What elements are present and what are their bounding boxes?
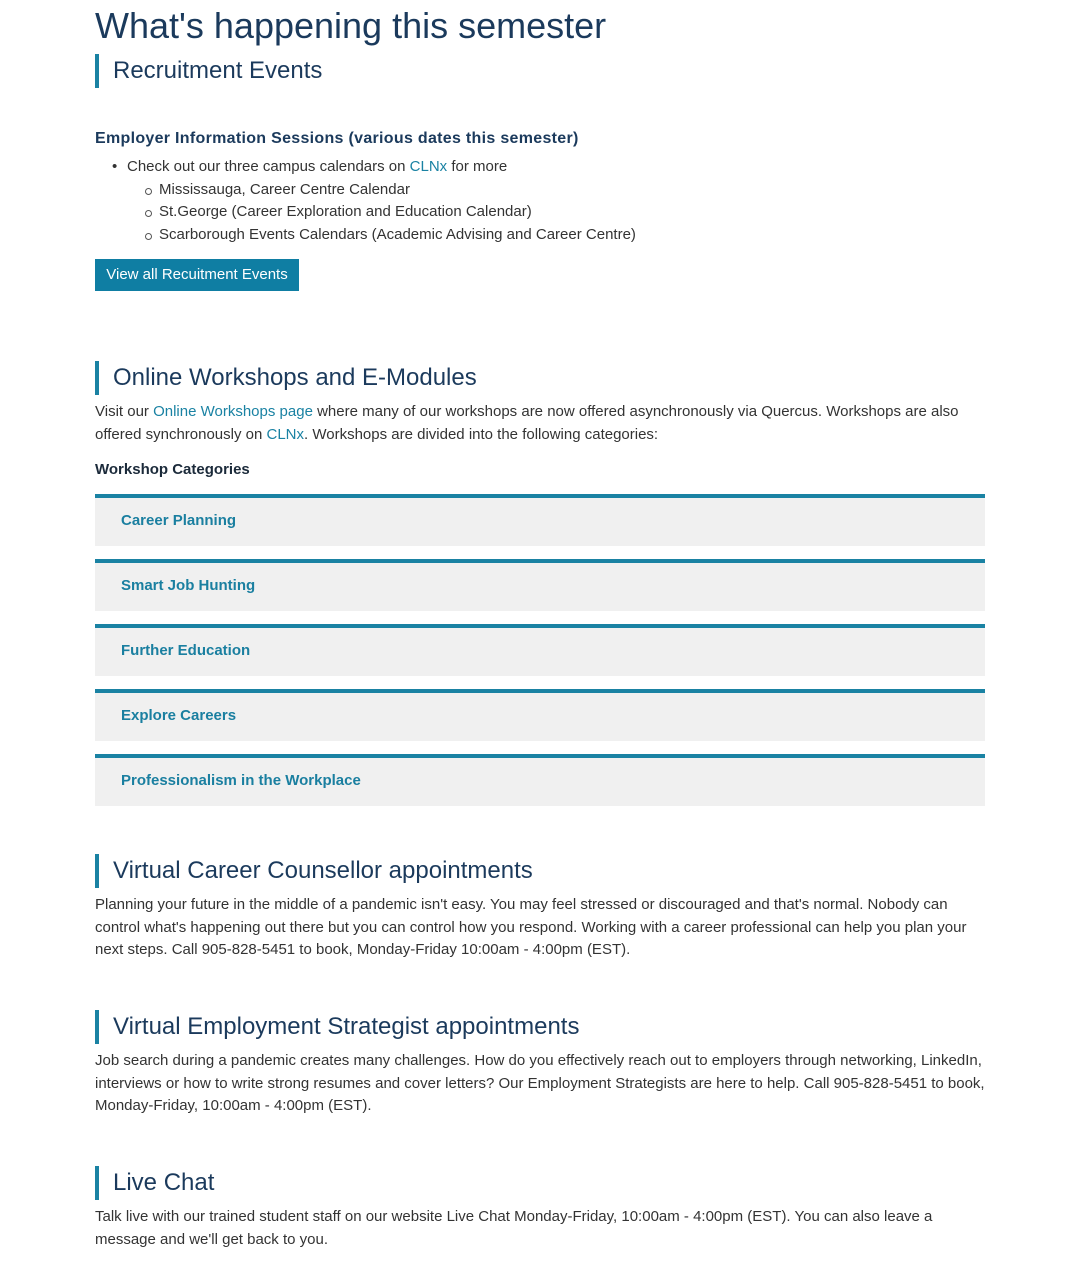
info-sessions-title: Employer Information Sessions (various dates this semester) (95, 130, 579, 147)
calendar-st-george: St.George (Career Exploration and Education Calendar) (127, 201, 636, 224)
strategist-heading: Virtual Employment Strategist appointments (95, 1010, 579, 1044)
recruitment-heading: Recruitment Events (95, 54, 322, 88)
accordion-professionalism[interactable]: Professionalism in the Workplace (95, 754, 985, 806)
clnx-workshops-link[interactable]: CLNx (266, 425, 305, 443)
counsellor-heading: Virtual Career Counsellor appointments (95, 854, 533, 888)
view-recruitment-events-button[interactable]: View all Recuitment Events (95, 259, 299, 291)
accordion-explore-careers[interactable]: Explore Careers (95, 689, 985, 741)
accordion-smart-job-hunting[interactable]: Smart Job Hunting (95, 559, 985, 611)
accordion-career-planning[interactable]: Career Planning (95, 494, 985, 546)
workshops-heading: Online Workshops and E-Modules (95, 361, 477, 395)
campus-calendars (127, 179, 636, 247)
workshop-categories-title: Workshop Categories (95, 461, 250, 478)
livechat-text: Talk live with our trained student staff on our website Live Chat Monday-Friday, 10:00am - 4:00pm (EST). You can also leave a message and we'll get back to you. (95, 1208, 933, 1248)
page-title: What's happening this semester (95, 5, 607, 46)
calendar-scarborough: Scarborough Events Calendars (Academic Advising and Career Centre) (127, 224, 636, 247)
online-workshops-link[interactable]: Online Workshops page (153, 403, 313, 420)
clnx-link[interactable]: CLNx (409, 158, 448, 175)
counsellor-text: Planning your future in the middle of a pandemic isn't easy. You may feel stressed or discouraged and that's normal. Nobody can control what's happening out there but you can control how you respond. Working with a career professional can help you plan your next steps. Call 905-828-5451 to book, Monday-Friday 10:00am - 4:00pm (EST). (95, 896, 967, 958)
calendar-mississauga: Mississauga, Career Centre Calendar (127, 179, 636, 202)
list-item: • Check out our three campus calendars on CLNx for more Mississauga, Career Centre Calendar St.George (Career Exploration and Education Calendar) Scarborough Events Calendars (Academic Advising and Career Centre) (95, 156, 636, 246)
workshops-intro: Visit our Online Workshops page where many of our workshops are now offered asynchronously via Quercus. Workshops are also offered synchronously on CLNx. Workshops are divided into the following categories: (95, 403, 959, 443)
strategist-text: Job search during a pandemic creates many challenges. How do you effectively reach out to employers through networking, LinkedIn, interviews or how to write strong resumes and cover letters? Our Employment Strategists are here to help. Call 905-828-5451 to book, Monday-Friday, 10:00am - 4:00pm (EST). (95, 1052, 985, 1114)
livechat-heading: Live Chat (95, 1166, 214, 1200)
calendar-list (95, 156, 636, 246)
accordion-further-education[interactable]: Further Education (95, 624, 985, 676)
